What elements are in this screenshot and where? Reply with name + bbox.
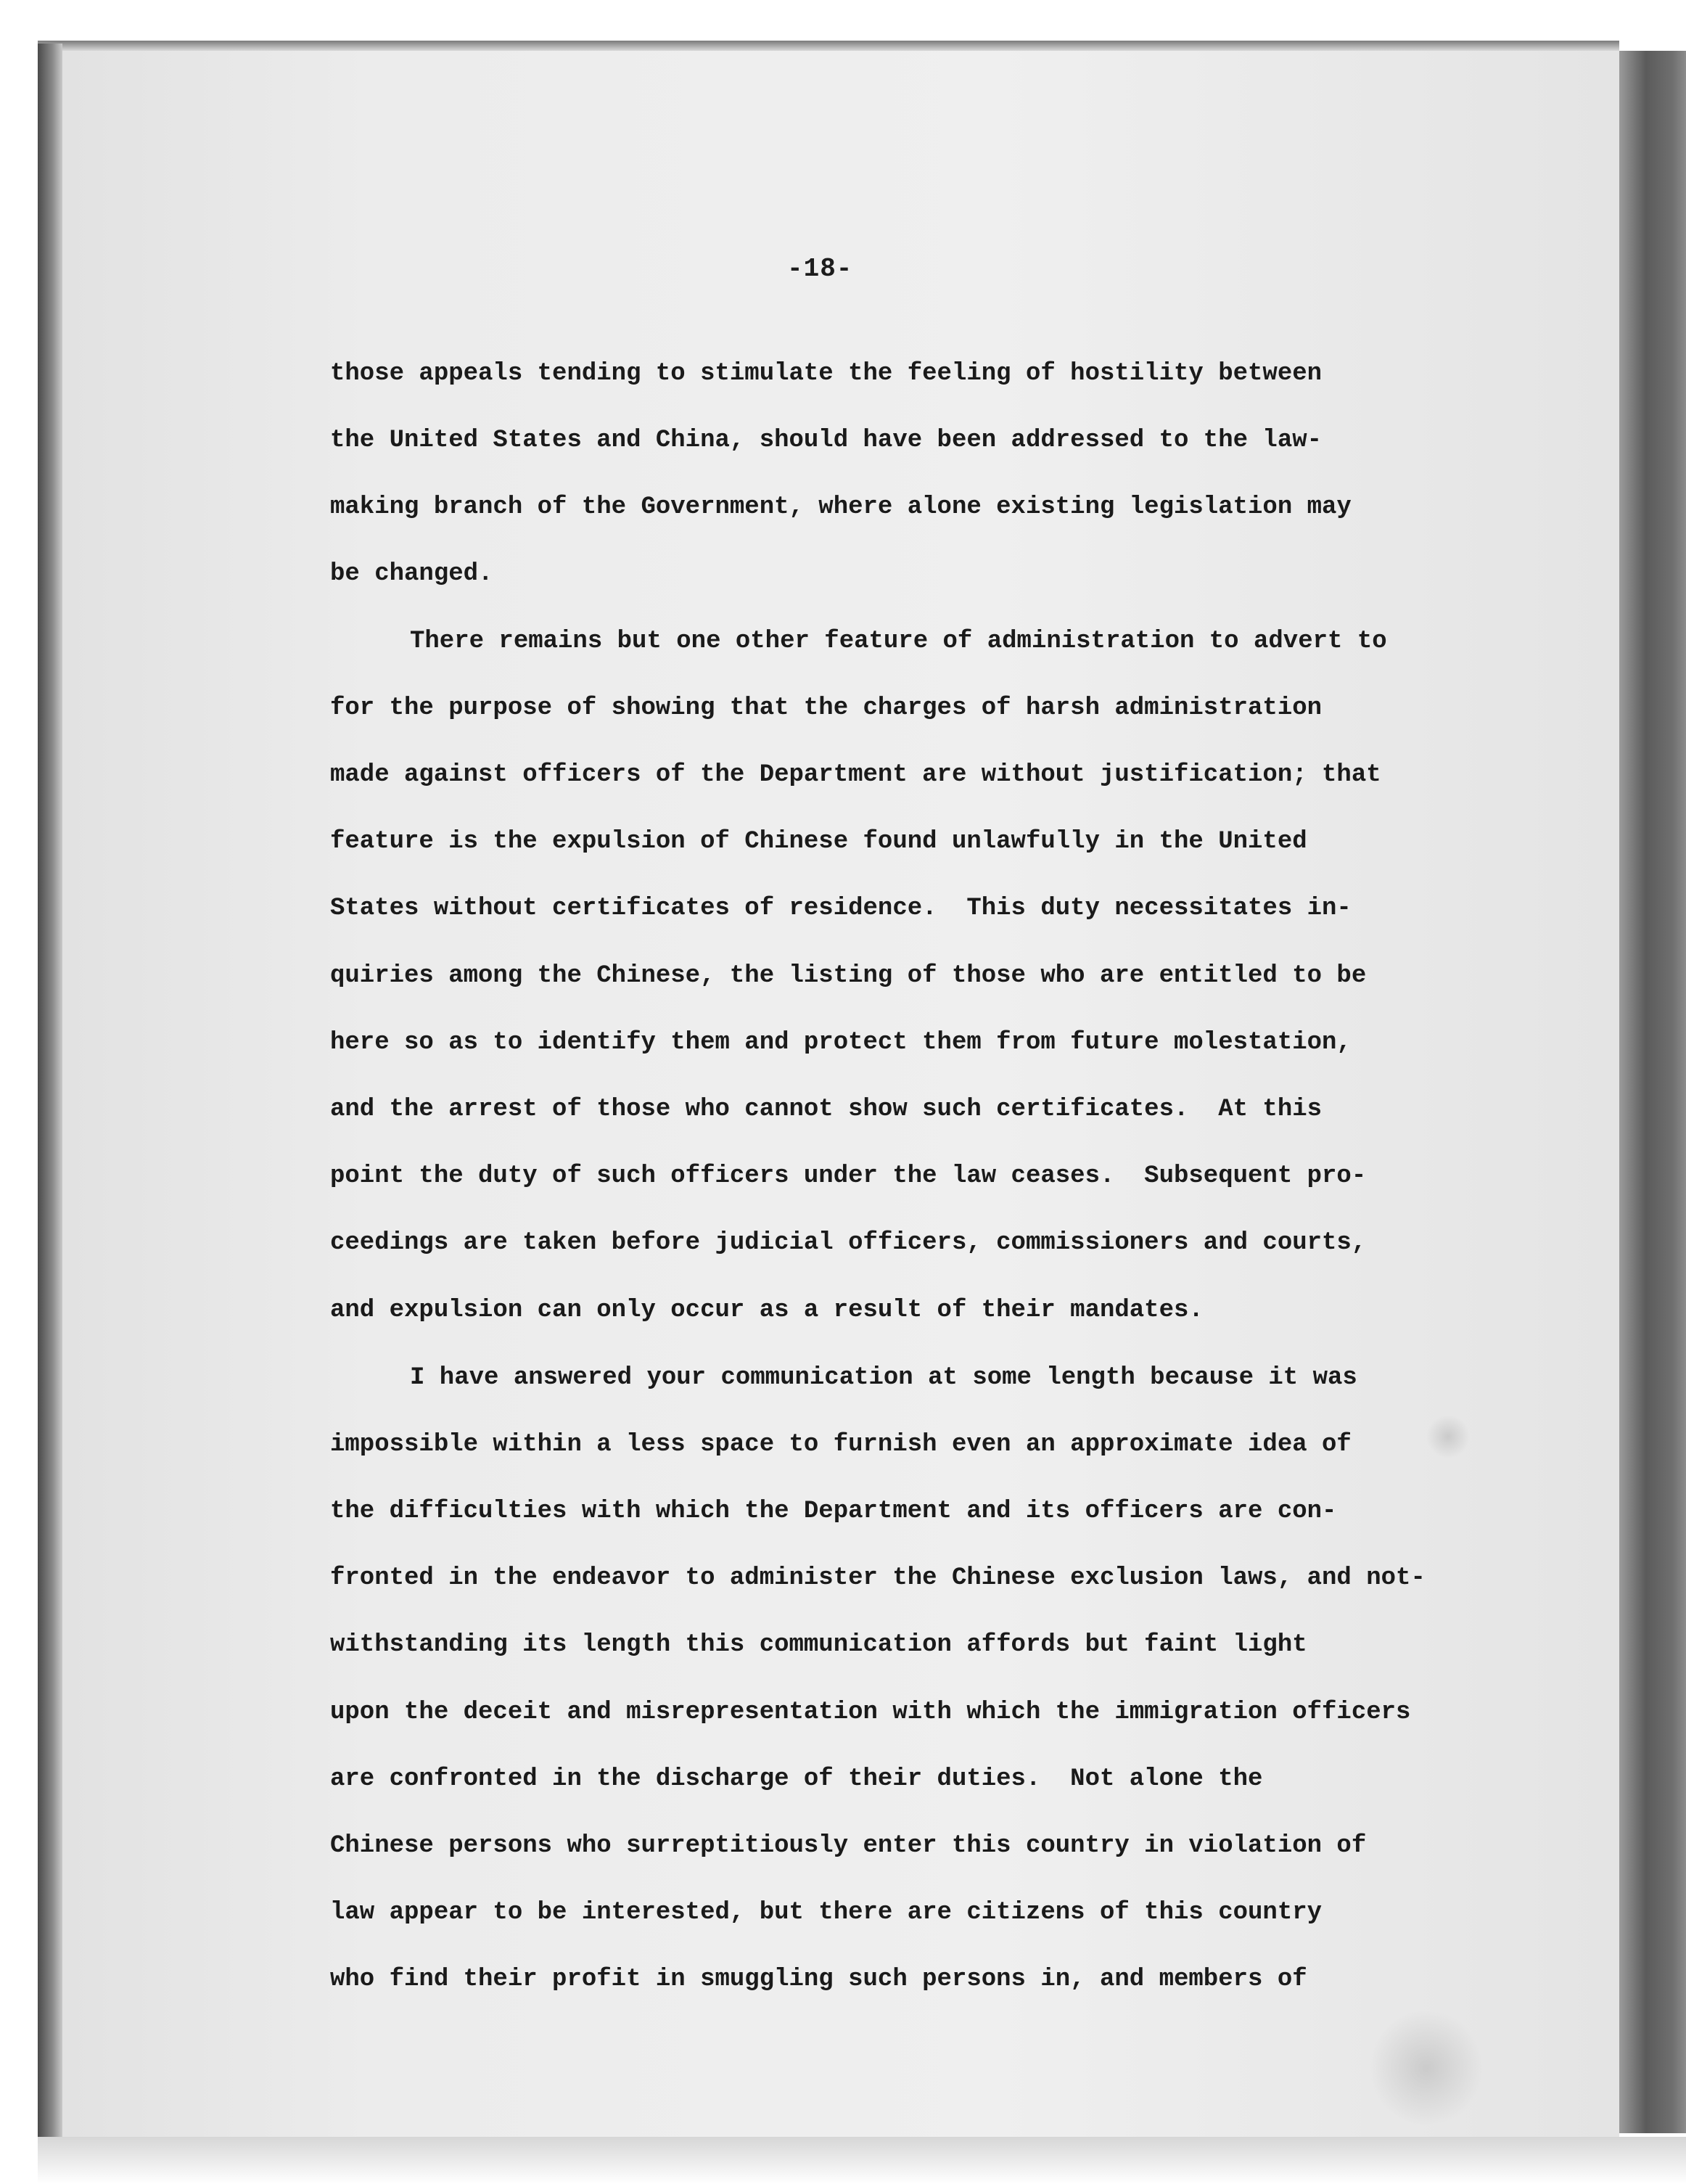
text-line: States without certificates of residence. This duty necessitates in- [330,895,1352,922]
text-line: and the arrest of those who cannot show such certificates. At this [330,1096,1323,1123]
text-line: withstanding its length this communication affords but faint light [330,1631,1307,1659]
text-line: making branch of the Government, where alone existing legislation may [330,493,1352,521]
text-line: are confronted in the discharge of their duties. Not alone the [330,1765,1263,1793]
text-line: ceedings are taken before judicial officers, commissioners and courts, [330,1229,1367,1257]
page-number: -18- [787,254,853,284]
text-line: be changed. [330,560,493,588]
text-line: those appeals tending to stimulate the feeling of hostility between [330,360,1323,387]
text-line: Chinese persons who surreptitiously enter this country in violation of [330,1832,1367,1860]
scanner-edge-bottom [38,2137,1686,2184]
paper-smudge [1426,1415,1470,1458]
text-line: impossible within a less space to furnish even an approximate idea of [330,1431,1352,1458]
scanner-edge-right [1619,51,1686,2133]
text-line: I have answered your communication at some length because it was [410,1364,1357,1392]
text-line: here so as to identify them and protect them from future molestation, [330,1029,1352,1056]
text-line: and expulsion can only occur as a result of their mandates. [330,1297,1204,1324]
text-line: the United States and China, should have been addressed to the law- [330,427,1323,454]
text-line: There remains but one other feature of administration to advert to [410,628,1387,655]
text-line: law appear to be interested, but there are citizens of this country [330,1899,1323,1926]
text-line: who find their profit in smuggling such persons in, and members of [330,1966,1307,1993]
scanner-edge-top [38,41,1619,51]
text-line: the difficulties with which the Department and its officers are con- [330,1498,1337,1525]
scanner-edge-left [38,44,62,2148]
text-line: upon the deceit and misrepresentation with which the immigration officers [330,1699,1411,1726]
paper-smudge [1368,2010,1484,2126]
text-line: feature is the expulsion of Chinese found unlawfully in the United [330,828,1307,855]
text-line: fronted in the endeavor to administer the Chinese exclusion laws, and not- [330,1564,1426,1592]
text-line: point the duty of such officers under the law ceases. Subsequent pro- [330,1162,1367,1190]
text-line: made against officers of the Department are without justification; that [330,761,1381,789]
text-line: for the purpose of showing that the charges of harsh administration [330,694,1323,722]
text-line: quiries among the Chinese, the listing of those who are entitled to be [330,962,1367,990]
